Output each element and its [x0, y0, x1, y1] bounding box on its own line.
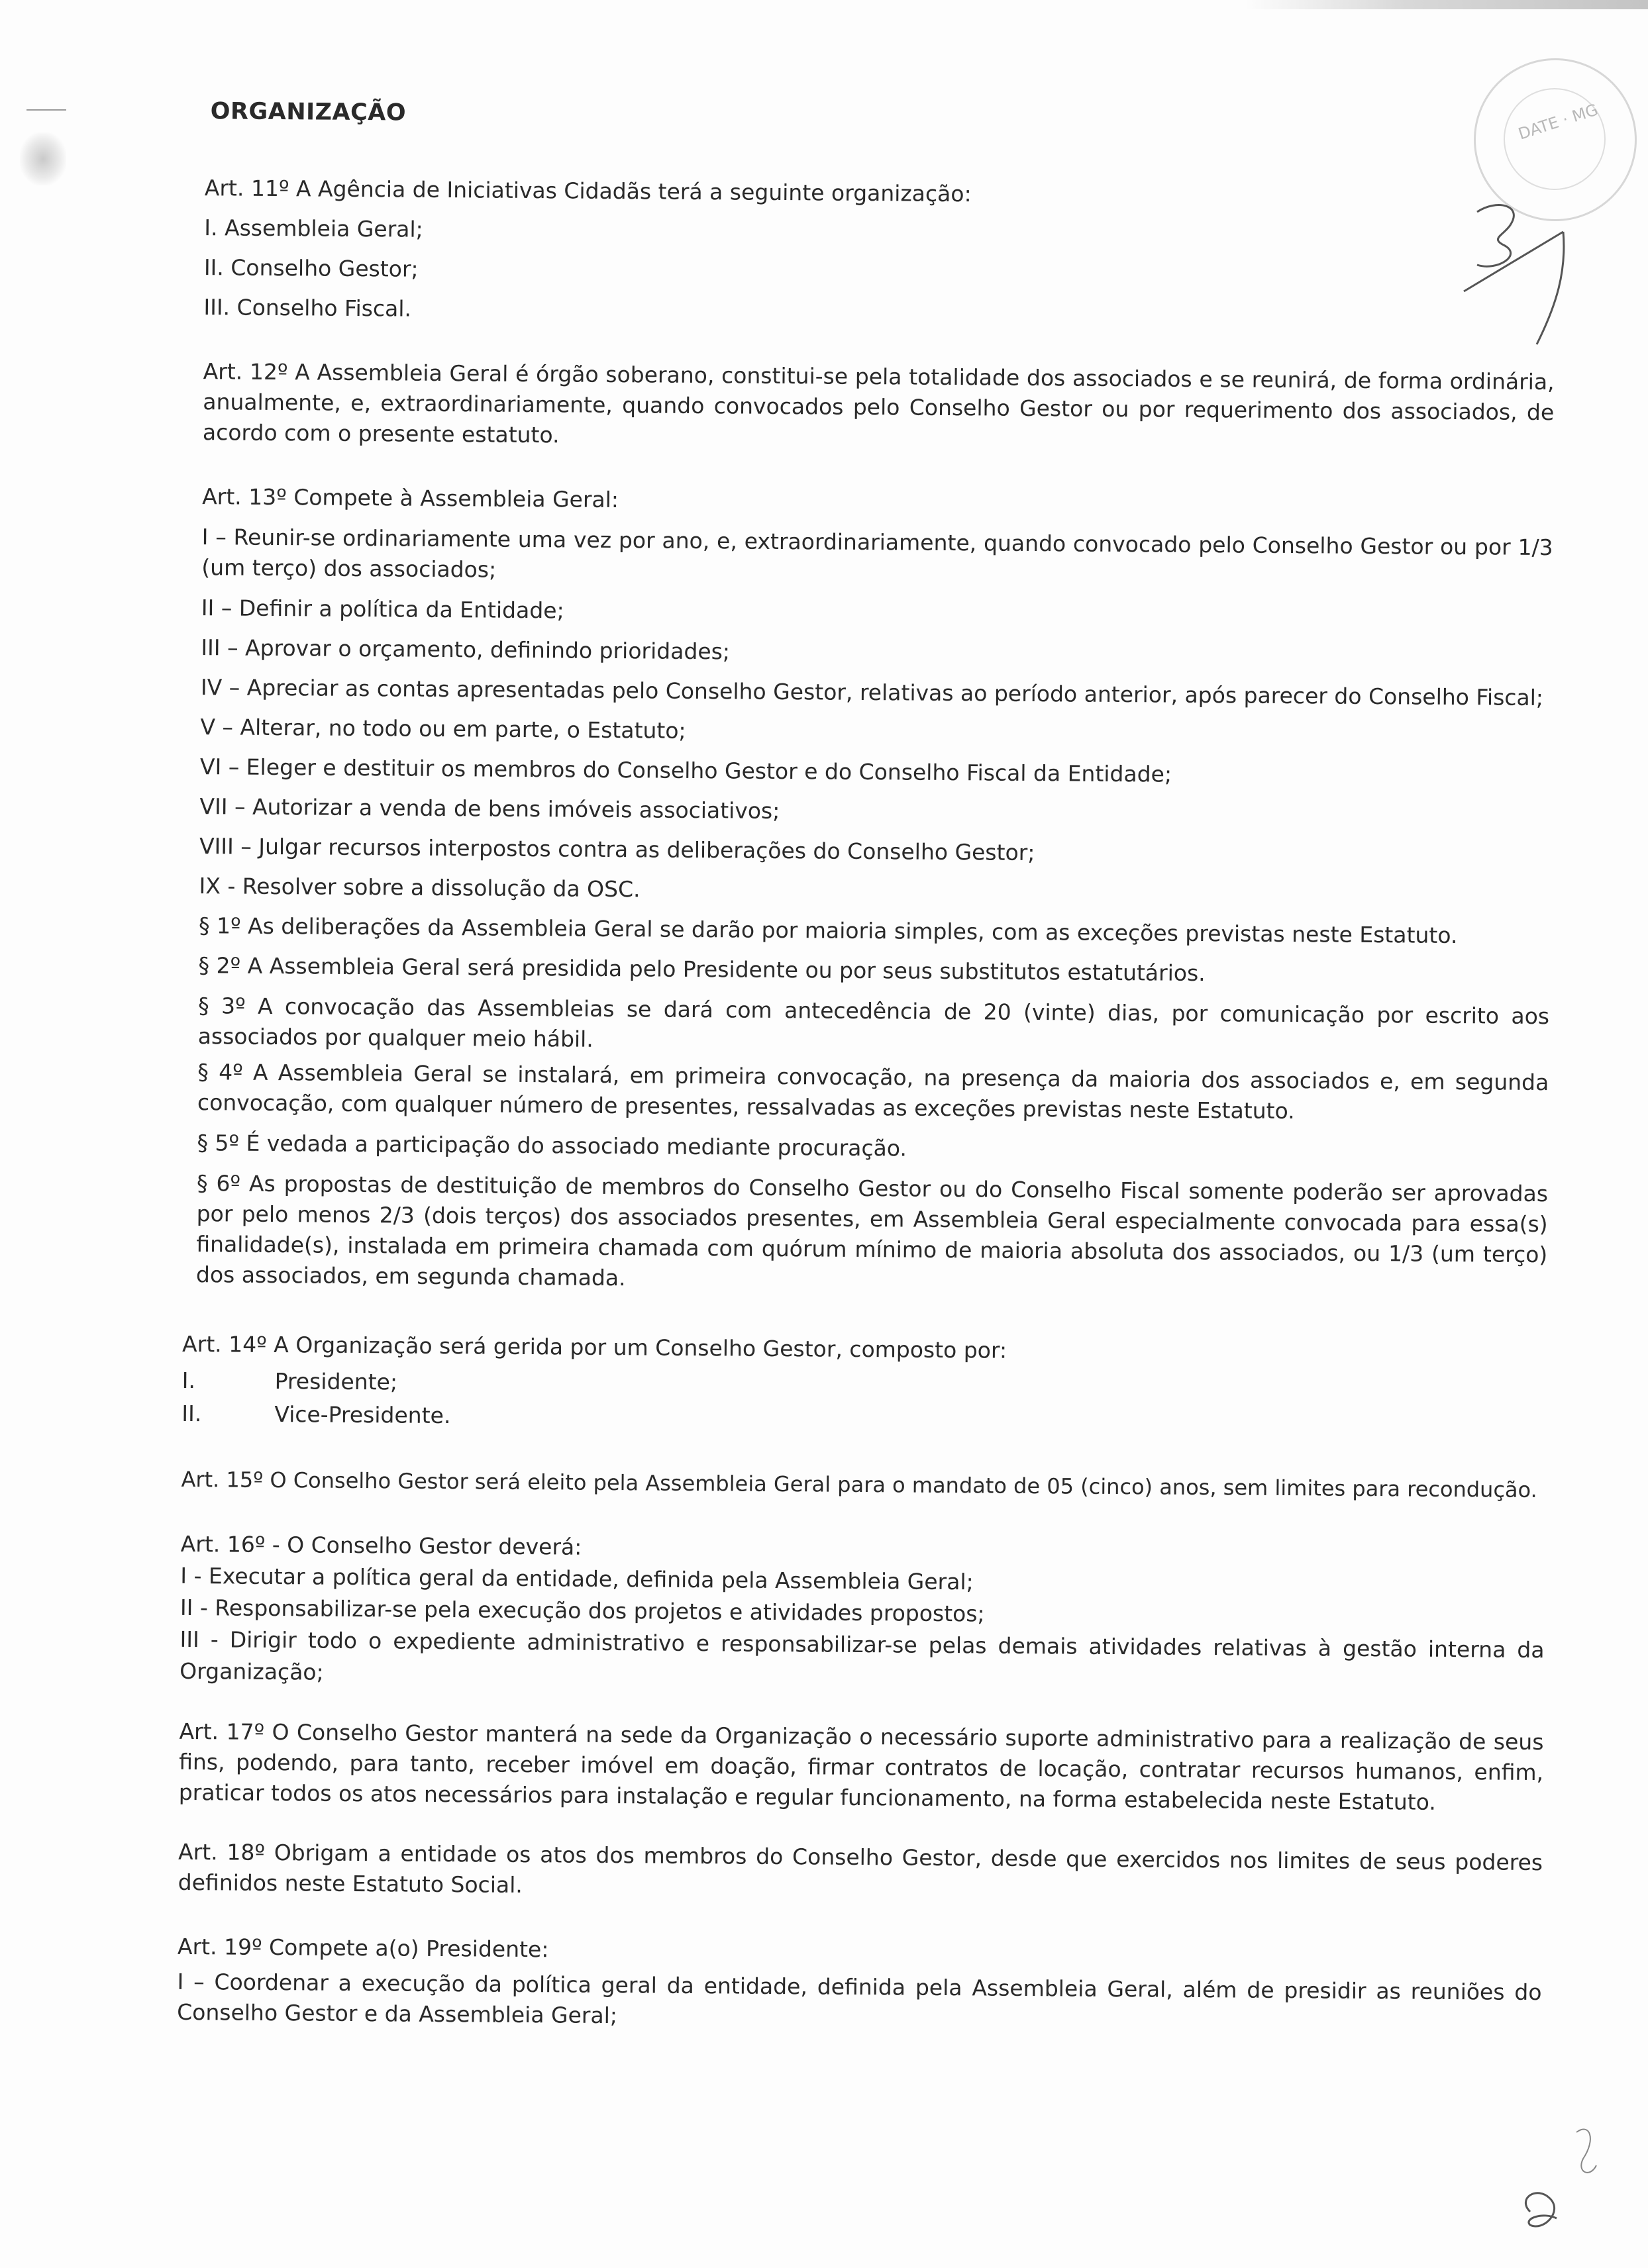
article-13-item: V – Alterar, no todo ou em parte, o Estatuto;: [200, 714, 686, 744]
article-19-text: Art. 19º Compete a(o) Presidente:: [177, 1933, 549, 1963]
article-13-item: I – Reunir-se ordinariamente uma vez por ano, e, extraordinariamente, quando convocado pelo Conselho Gestor ou por 1/3 (um terço) dos associados;: [201, 524, 1553, 583]
article-13-item: III – Aprovar o orçamento, definindo prioridades;: [201, 634, 731, 665]
article-11: [203, 168, 1556, 338]
article-16-text: Art. 16º - O Conselho Gestor deverá:: [180, 1530, 582, 1560]
seal-stamp-text: DATE · MG: [1516, 100, 1600, 144]
article-13-paragraph: § 4º A Assembleia Geral se instalará, em primeira convocação, na presença da maioria dos associados e, em segunda convocação, com qualquer número de presentes, ressalvadas as exceções previstas neste Estatuto.: [197, 1059, 1549, 1124]
article-14: [181, 1324, 1547, 1441]
section-heading: ORGANIZAÇÃO: [210, 98, 407, 126]
article-17: [179, 1716, 1544, 1818]
article-13-item: VI – Eleger e destituir os membros do Conselho Gestor e do Conselho Fiscal da Entidade;: [199, 754, 1172, 787]
scan-artifact-smudge: [20, 132, 66, 185]
article-15-text: Art. 15º O Conselho Gestor será eleito pela Assembleia Geral para o mandato de 05 (cinco) anos, sem limites para recondução.: [181, 1466, 1537, 1503]
article-13-item: IX - Resolver sobre a dissolução da OSC.: [199, 873, 641, 903]
article-13: [196, 477, 1554, 1301]
article-14-text: Art. 14º A Organização será gerida por um Conselho Gestor, composto por:: [181, 1330, 1007, 1363]
article-13-item: IV – Apreciar as contas apresentadas pelo Conselho Gestor, relativas ao período anterior, após parecer do Conselho Fiscal;: [200, 674, 1544, 711]
article-14-item-number: I.: [181, 1367, 196, 1394]
article-13-paragraph: § 1º As deliberações da Assembleia Geral se darão por maioria simples, com as exceções previstas neste Estatuto.: [198, 912, 1458, 949]
article-18-text: Art. 18º Obrigam a entidade os atos dos membros do Conselho Gestor, desde que exercidos nos limites de seus poderes definidos neste Estatuto Social.: [178, 1838, 1543, 1898]
article-16: [180, 1528, 1545, 1698]
article-16-item: II - Responsabilizar-se pela execução dos projetos e atividades propostos;: [180, 1594, 985, 1627]
article-11-item: III. Conselho Fiscal.: [203, 294, 412, 322]
article-16-item: III - Dirigir todo o expediente administrativo e responsabilizar-se pelas demais atividades relativas à gestão interna da Organização;: [180, 1626, 1545, 1685]
article-19-item: I – Coordenar a execução da política geral da entidade, definida pela Assembleia Geral, além de presidir as reuniões do Conselho Gestor e da Assembleia Geral;: [177, 1968, 1542, 2029]
article-14-item-label: Vice-Presidente.: [274, 1401, 451, 1429]
article-17-text: Art. 17º O Conselho Gestor manterá na sede da Organização o necessário suporte administrativo para a realização de seus fins, podendo, para tanto, receber imóvel em doação, firmar contratos de locação, contratar recursos humanos, enfim, praticar todos os atos necessários para instalação e regular funcionamento, na forma estabelecida neste Estatuto.: [178, 1718, 1544, 1815]
article-14-item-label: Presidente;: [274, 1368, 398, 1395]
article-11-text: Art. 11º A Agência de Iniciativas Cidadãs terá a seguinte organização:: [204, 175, 972, 207]
article-12: [203, 356, 1555, 458]
handwritten-initial-bottom: [1504, 2119, 1623, 2251]
article-13-paragraph: § 2º A Assembleia Geral será presidida pelo Presidente ou por seus substitutos estatutários.: [198, 952, 1206, 987]
article-13-paragraph: § 3º A convocação das Assembleias se dará com antecedência de 20 (vinte) dias, por comunicação por escrito aos associados por qualquer meio hábil.: [197, 993, 1550, 1052]
article-14-item-number: II.: [181, 1400, 202, 1427]
article-12-text: Art. 12º A Assembleia Geral é órgão soberano, constitui-se pela totalidade dos associados e se reunirá, de forma ordinária, anualmente, e, extraordinariamente, quando convocados pelo Conselho Gestor ou por requerimento dos associados, de acordo com o presente estatuto.: [202, 358, 1555, 448]
article-16-item: I - Executar a política geral da entidade, definida pela Assembleia Geral;: [180, 1562, 974, 1595]
article-13-item: II – Definir a política da Entidade;: [201, 595, 564, 624]
article-13-text: Art. 13º Compete à Assembleia Geral:: [202, 483, 619, 513]
article-13-item: VIII – Julgar recursos interpostos contra as deliberações do Conselho Gestor;: [199, 833, 1035, 866]
article-19: [177, 1927, 1542, 2038]
article-13-paragraph: § 6º As propostas de destituição de membros do Conselho Gestor ou do Conselho Fiscal somente poderão ser aprovadas por pelo menos 2/3 (dois terços) dos associados presentes, em Assembleia Geral especialmente convocada para essa(s) finalidade(s), instalada em primeira chamada com quórum mínimo de maioria absoluta dos associados, ou 1/3 (um terço) dos associados, em segunda chamada.: [195, 1170, 1549, 1291]
article-13-item: VII – Autorizar a venda de bens imóveis associativos;: [199, 793, 780, 824]
article-11-item: I. Assembleia Geral;: [204, 215, 423, 242]
scan-artifact-top: [1245, 0, 1648, 9]
article-13-paragraph: § 5º É vedada a participação do associado mediante procuração.: [197, 1130, 907, 1161]
article-18: [178, 1837, 1543, 1908]
article-11-item: II. Conselho Gestor;: [203, 254, 419, 282]
document-body: [177, 91, 1557, 2038]
scan-artifact-line: [26, 109, 66, 111]
